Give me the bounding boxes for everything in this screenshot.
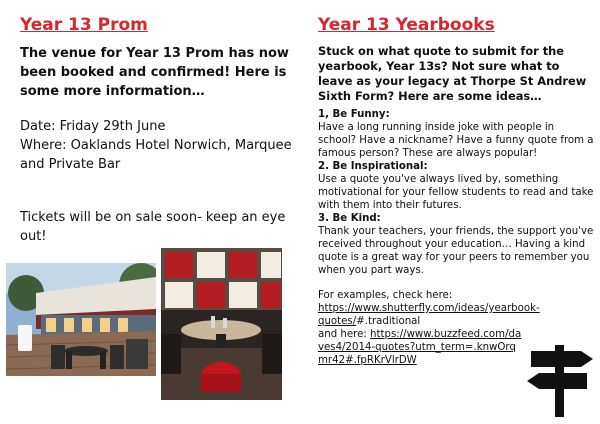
idea-text: Thank your teachers, your friends, the support you've received throughout your education… Having a kind quote is a great way for your peers to remember you when you part ways.	[318, 226, 594, 276]
examples-line-1	[318, 302, 554, 328]
prom-date: Date: Friday 29th June	[20, 119, 166, 134]
idea-text: Have a long running inside joke with people in school? Have a nickname? Have a funny quote from a famous person? These are always popular!	[318, 122, 594, 159]
yearbook-intro: Stuck on what quote to submit for the yearbook, Year 13s? Not sure what to leave as your legacy at Thorpe St Andrew Sixth Form? Here are some ideas…	[318, 44, 587, 103]
idea-heading: 3. Be Kind:	[318, 213, 381, 224]
and-here-text: and here:	[318, 329, 371, 340]
signpost-icon	[525, 345, 595, 417]
examples-line-2	[318, 328, 524, 367]
yearbook-section	[318, 14, 594, 367]
idea-text: Use a quote you've always lived by, something motivational for your fellow students to read and take with them into their futures.	[318, 174, 594, 211]
prom-tickets: Tickets will be on sale soon- keep an eye out!	[20, 210, 286, 244]
prom-section	[20, 14, 295, 246]
prom-venue: Where: Oaklands Hotel Norwich, Marquee and Private Bar	[20, 138, 292, 172]
idea-heading: 2. Be Inspirational:	[318, 161, 428, 172]
idea-heading: 1, Be Funny:	[318, 109, 390, 120]
yearbook-title: Year 13 Yearbooks	[318, 15, 495, 35]
buzzfeed-link[interactable]: https://www.buzzfeed.com/daves4/2014-quotes?utm_term=.knwOrqmr42#.fpRKrVlrDW	[318, 329, 522, 366]
shutterfly-link[interactable]: https://www.shutterfly.com/ideas/yearbook-quotes/	[318, 303, 540, 327]
hotel-terrace-photo	[6, 263, 156, 376]
examples-label: For examples, check here:	[318, 290, 453, 301]
shutterfly-link-suffix: #.traditional	[356, 316, 421, 327]
prom-title: Year 13 Prom	[20, 15, 148, 35]
bar-seating-photo	[161, 248, 282, 400]
prom-intro: The venue for Year 13 Prom has now been booked and confirmed! Here is some more information…	[20, 46, 289, 99]
